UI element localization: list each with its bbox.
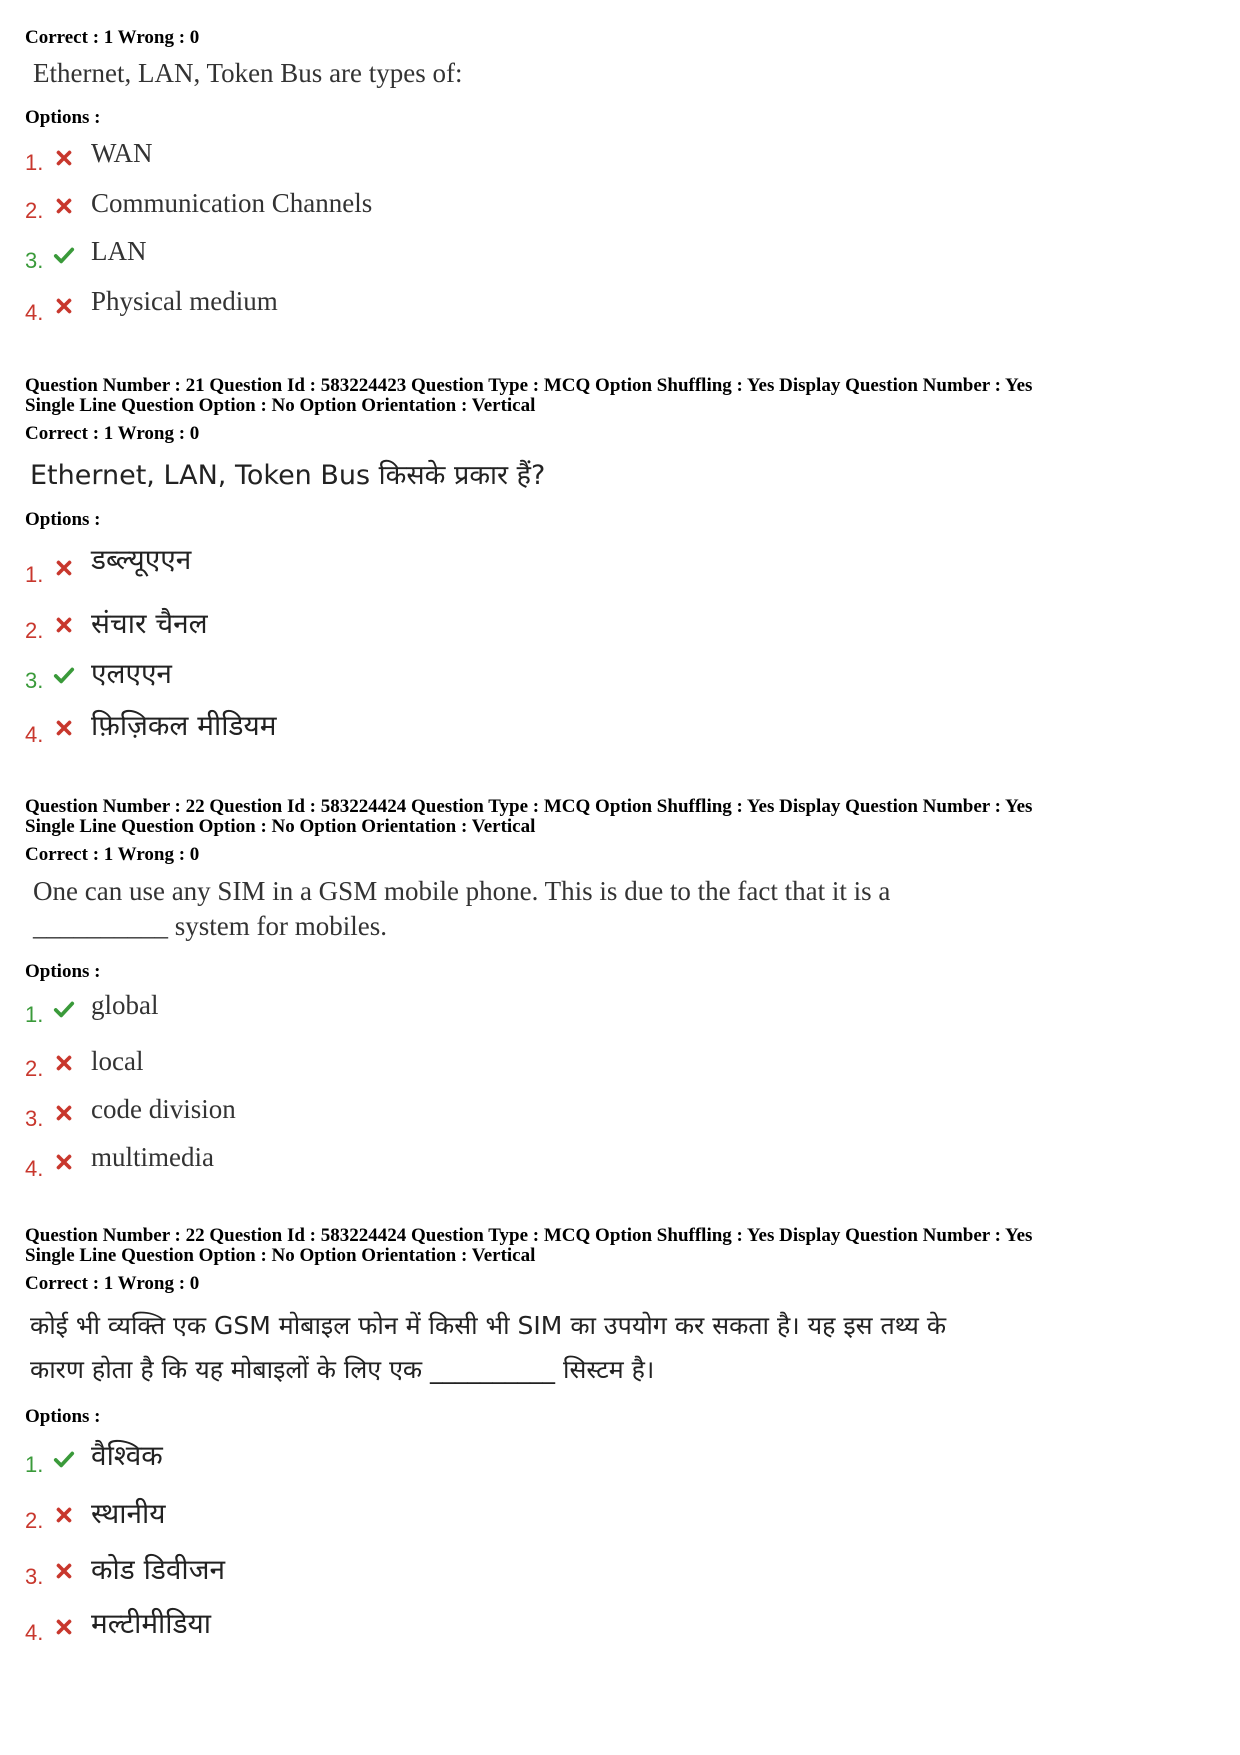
option-number: 2. xyxy=(25,1508,44,1533)
cross-icon xyxy=(53,1504,75,1526)
option-text: global xyxy=(91,990,159,1020)
options-label: Options : xyxy=(25,509,101,530)
check-icon xyxy=(53,244,75,266)
question-text: Ethernet, LAN, Token Bus किसके प्रकार हैं? xyxy=(30,460,546,491)
option-text: WAN xyxy=(91,138,153,168)
option-number: 4. xyxy=(25,1620,44,1645)
option-number: 1. xyxy=(25,150,44,175)
cross-icon xyxy=(53,1102,75,1124)
question-text: __________ system for mobiles. xyxy=(33,911,387,941)
cross-icon xyxy=(53,1560,75,1582)
correct-wrong-line: Correct : 1 Wrong : 0 xyxy=(25,423,200,444)
option-text: कोड डिवीजन xyxy=(91,1553,226,1586)
question-text: Ethernet, LAN, Token Bus are types of: xyxy=(33,58,463,88)
check-icon xyxy=(53,998,75,1020)
check-icon xyxy=(53,1448,75,1470)
option-text: multimedia xyxy=(91,1142,214,1172)
question-text: कारण होता है कि यह मोबाइलों के लिए एक __________ सिस्टम है। xyxy=(30,1355,655,1384)
option-number: 2. xyxy=(25,1056,44,1081)
option-number: 4. xyxy=(25,1156,44,1181)
check-icon xyxy=(53,664,75,686)
options-label: Options : xyxy=(25,107,101,128)
option-text: स्थानीय xyxy=(91,1497,166,1530)
option-number: 2. xyxy=(25,618,44,643)
cross-icon xyxy=(53,1616,75,1638)
question-meta-line: Question Number : 21 Question Id : 583224423 Question Type : MCQ Option Shuffling : Yes Display Question Number : Yes xyxy=(25,375,1033,396)
option-number: 2. xyxy=(25,198,44,223)
option-number: 3. xyxy=(25,668,44,693)
question-meta-line: Question Number : 22 Question Id : 583224424 Question Type : MCQ Option Shuffling : Yes Display Question Number : Yes xyxy=(25,1225,1033,1246)
option-text: LAN xyxy=(91,236,147,266)
option-number: 3. xyxy=(25,248,44,273)
option-text: Communication Channels xyxy=(91,188,373,218)
option-text: डब्ल्यूएएन xyxy=(91,543,192,576)
option-text: मल्टीमीडिया xyxy=(91,1607,212,1640)
option-text: एलएएन xyxy=(91,657,172,690)
options-label: Options : xyxy=(25,1406,101,1427)
option-text: फ़िज़िकल मीडियम xyxy=(91,709,277,742)
cross-icon xyxy=(53,295,75,317)
option-text: code division xyxy=(91,1094,236,1124)
cross-icon xyxy=(53,195,75,217)
options-label: Options : xyxy=(25,961,101,982)
question-meta-line: Single Line Question Option : No Option Orientation : Vertical xyxy=(25,816,536,837)
question-meta-line: Single Line Question Option : No Option Orientation : Vertical xyxy=(25,1245,536,1266)
cross-icon xyxy=(53,1052,75,1074)
option-text: Physical medium xyxy=(91,286,278,316)
option-text: local xyxy=(91,1046,144,1076)
cross-icon xyxy=(53,614,75,636)
cross-icon xyxy=(53,717,75,739)
option-number: 4. xyxy=(25,300,44,325)
cross-icon xyxy=(53,1151,75,1173)
option-number: 3. xyxy=(25,1106,44,1131)
option-number: 3. xyxy=(25,1564,44,1589)
option-number: 1. xyxy=(25,562,44,587)
option-number: 1. xyxy=(25,1452,44,1477)
question-meta-line: Single Line Question Option : No Option Orientation : Vertical xyxy=(25,395,536,416)
question-text: One can use any SIM in a GSM mobile phone. This is due to the fact that it is a xyxy=(33,876,891,906)
correct-wrong-line: Correct : 1 Wrong : 0 xyxy=(25,844,200,865)
option-number: 4. xyxy=(25,722,44,747)
question-text: कोई भी व्यक्ति एक GSM मोबाइल फोन में किसी भी SIM का उपयोग कर सकता है। यह इस तथ्य के xyxy=(30,1311,947,1340)
cross-icon xyxy=(53,147,75,169)
option-text: वैश्विक xyxy=(91,1439,163,1472)
option-number: 1. xyxy=(25,1002,44,1027)
question-meta-line: Question Number : 22 Question Id : 583224424 Question Type : MCQ Option Shuffling : Yes Display Question Number : Yes xyxy=(25,796,1033,817)
cross-icon xyxy=(53,557,75,579)
correct-wrong-line: Correct : 1 Wrong : 0 xyxy=(25,27,200,48)
correct-wrong-line: Correct : 1 Wrong : 0 xyxy=(25,1273,200,1294)
option-text: संचार चैनल xyxy=(91,607,208,640)
